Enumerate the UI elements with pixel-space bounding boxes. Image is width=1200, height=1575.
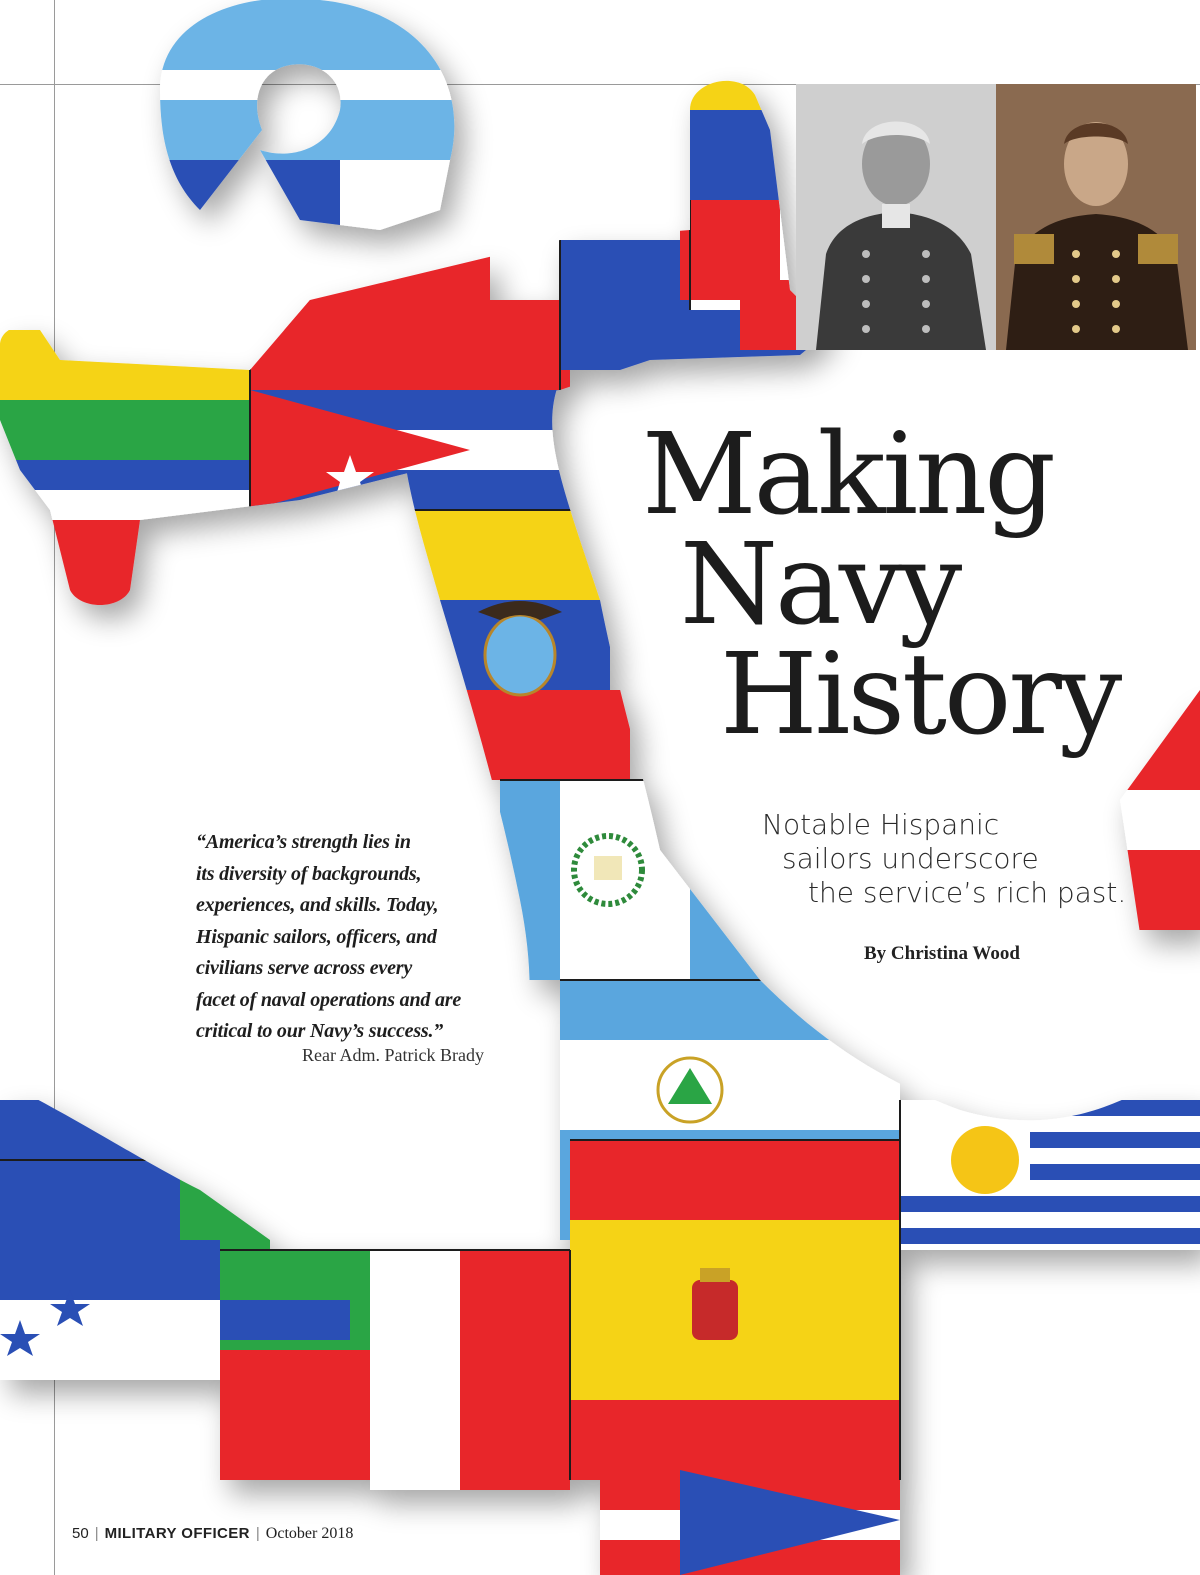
publication-name: MILITARY OFFICER	[104, 1525, 250, 1542]
byline: By Christina Wood	[864, 943, 1020, 964]
headline-line-3: History	[720, 630, 1120, 760]
headline-line-1: Making	[642, 410, 1053, 540]
article-deck	[740, 808, 1180, 910]
folio-separator: |	[255, 1525, 260, 1542]
pull-quote-attribution: Rear Adm. Patrick Brady	[302, 1045, 484, 1065]
page-folio	[72, 1525, 353, 1543]
article-headline	[590, 410, 1150, 760]
deck-line-2: sailors underscore	[782, 842, 1039, 875]
portrait-photo-1	[796, 84, 996, 350]
headline-line-2: Navy	[680, 520, 960, 650]
page-number: 50	[72, 1525, 89, 1542]
folio-separator: |	[94, 1525, 99, 1542]
deck-line-3: the service’s rich past.	[808, 876, 1127, 909]
issue-date: October 2018	[265, 1525, 354, 1542]
deck-line-1: Notable Hispanic	[762, 808, 1000, 841]
pull-quote-text: “America’s strength lies in its diversity of backgrounds, experiences, and skills. Today, Hispanic sailors, officers, and civilians serve across every facet of naval operations and are critical to our Navy’s success.”	[196, 831, 462, 1042]
portrait-photo-2	[996, 84, 1196, 350]
pull-quote	[196, 827, 516, 1048]
